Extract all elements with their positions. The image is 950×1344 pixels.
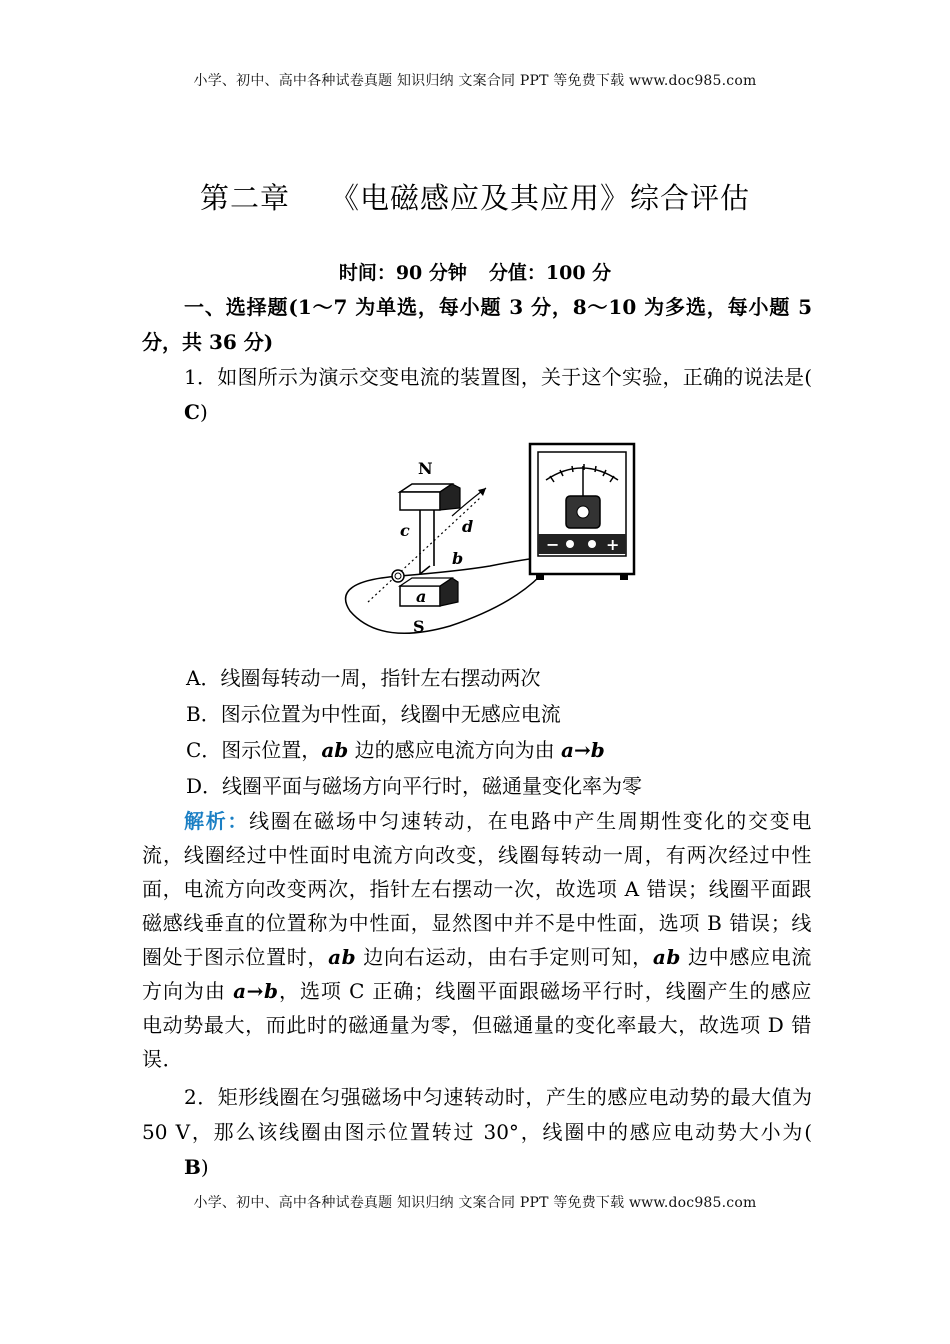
slip-ring bbox=[392, 570, 404, 582]
question-2-answer: B bbox=[184, 1155, 201, 1179]
galvanometer-foot-left bbox=[536, 574, 544, 580]
question-1-close: ) bbox=[200, 400, 208, 424]
question-1-text: 1．如图所示为演示交变电流的装置图，关于这个实验，正确的说法是( bbox=[184, 365, 812, 389]
label-a: a bbox=[416, 587, 427, 606]
exam-meta bbox=[0, 258, 950, 285]
question-1-stem bbox=[142, 360, 812, 430]
page-title bbox=[0, 176, 950, 217]
section-heading: 一、选择题(1～7 为单选，每小题 3 分，8～10 为多选，每小题 5 分，共 36 分) bbox=[142, 295, 812, 354]
analysis-ab-1: ab bbox=[328, 945, 357, 969]
label-b: b bbox=[452, 549, 464, 568]
chapter-name: 《电磁感应及其应用》综合评估 bbox=[330, 181, 751, 215]
analysis-part-1: 线圈在磁场中匀速转动，在电路中产生周期性变化的交变电流，线圈经过中性面时电流方向改变，线圈每转动一周，有两次经过中性面，电流方向改变两次，指针左右摆动一次，故选项 A 错误；线圈平面跟磁感线垂直的位置称为中性面，显然图中并不是中性面，选项 B 错误；线圈处于图示位置时， bbox=[142, 809, 812, 969]
option-b: B．图示位置为中性面，线圈中无感应电流 bbox=[186, 702, 561, 726]
terminal-plus-post bbox=[588, 540, 596, 548]
rotation-arrowhead bbox=[478, 488, 486, 496]
galvanometer-pivot bbox=[577, 506, 589, 518]
analysis-part-3: 边中感应电流方向为由 bbox=[142, 945, 812, 1003]
analysis-part-4: ，选项 C 正确；线圈平面跟磁场平行时，线圈产生的感应电动势最大，而此时的磁通量为零，但磁通量的变化率最大，故选项 D 错误． bbox=[142, 979, 813, 1071]
chapter-number: 第二章 bbox=[199, 181, 290, 215]
label-north: N bbox=[418, 459, 433, 478]
terminal-minus-label: − bbox=[546, 535, 560, 554]
section-heading-block bbox=[142, 290, 812, 430]
option-c bbox=[142, 732, 812, 768]
question-1-analysis bbox=[142, 804, 812, 1076]
option-d: D．线圈平面与磁场方向平行时，磁通量变化率为零 bbox=[186, 774, 643, 798]
analysis-part-2: 边向右运动，由右手定则可知， bbox=[356, 945, 653, 969]
option-c-direction: a→b bbox=[560, 738, 605, 762]
terminal-minus-post bbox=[566, 540, 574, 548]
label-d: d bbox=[462, 517, 474, 536]
label-c: c bbox=[400, 521, 410, 540]
page-footer-watermark: 小学、初中、高中各种试卷真题 知识归纳 文案合同 PPT 等免费下载 www.doc985.com bbox=[193, 1195, 757, 1211]
page-header-watermark: 小学、初中、高中各种试卷真题 知识归纳 文案合同 PPT 等免费下载 www.doc985.com bbox=[193, 73, 757, 89]
analysis-ab-2: ab bbox=[652, 945, 681, 969]
option-c-prefix: C．图示位置， bbox=[186, 738, 322, 762]
terminal-plus-label: + bbox=[606, 535, 620, 554]
analysis-label: 解析： bbox=[184, 809, 250, 833]
option-c-ab: ab bbox=[321, 738, 349, 762]
exam-time: 时间：90 分钟 bbox=[338, 262, 467, 284]
option-a: A．线圈每转动一周，指针左右摆动两次 bbox=[186, 666, 541, 690]
question-2-text: 2．矩形线圈在匀强磁场中匀速转动时，产生的感应电动势的最大值为 50 V，那么该线圈由图示位置转过 30°，线圈中的感应电动势大小为( bbox=[142, 1085, 812, 1144]
ac-generator-diagram bbox=[340, 436, 640, 648]
galvanometer-foot-right bbox=[620, 574, 628, 580]
option-c-middle: 边的感应电流方向为由 bbox=[348, 738, 561, 762]
north-pole-face bbox=[400, 492, 440, 510]
analysis-direction: a→b bbox=[233, 979, 279, 1003]
question-2-stem bbox=[142, 1080, 812, 1185]
coil-frame bbox=[420, 510, 434, 574]
exam-score: 分值：100 分 bbox=[488, 262, 612, 284]
ac-generator-figure bbox=[340, 436, 640, 648]
question-1-body bbox=[142, 660, 812, 1185]
question-2-close: ) bbox=[200, 1155, 209, 1179]
question-1-answer: C bbox=[184, 400, 200, 424]
label-south: S bbox=[413, 617, 425, 636]
